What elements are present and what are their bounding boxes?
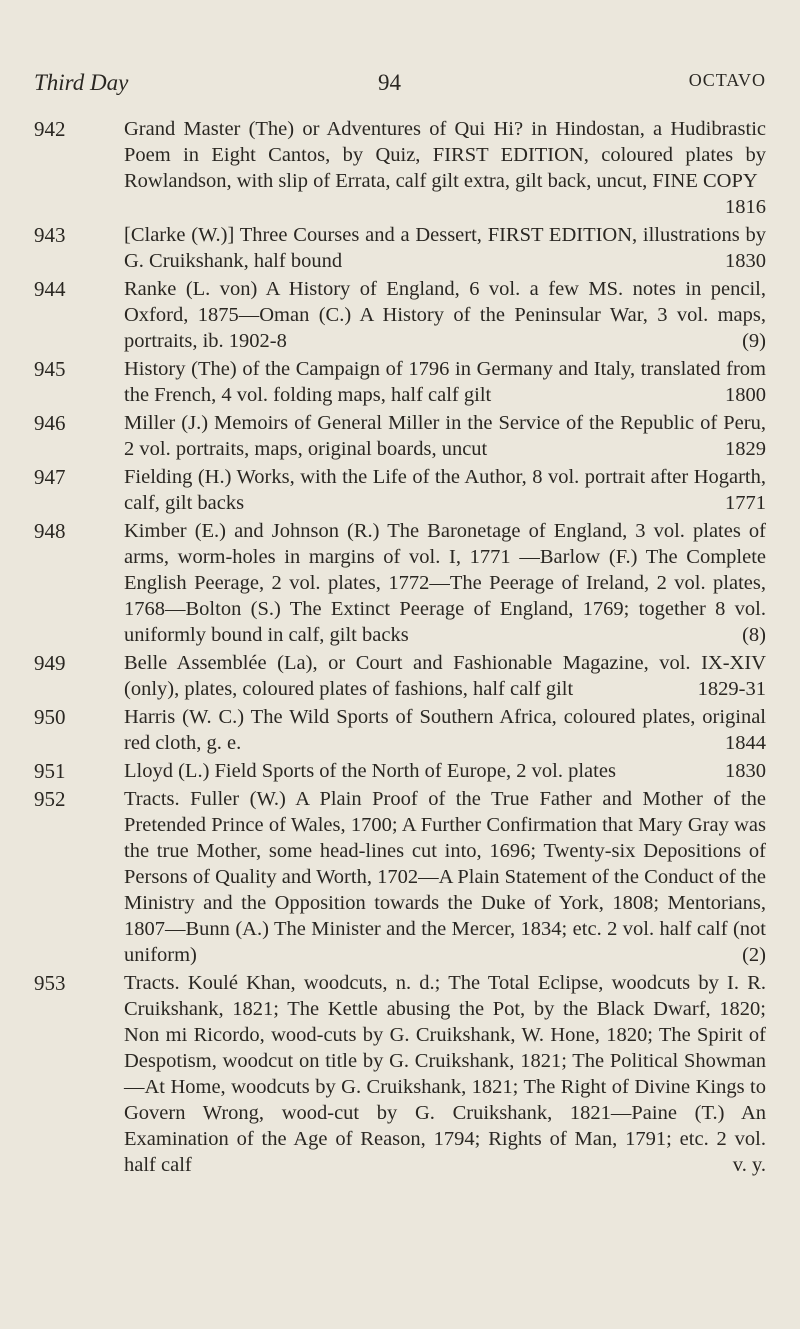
- lot-date: (8): [742, 624, 766, 646]
- lot-text: [Clarke (W.)] Three Courses and a Dessert, FIRST EDITION, illustrations by G. Cruikshank, half bound: [124, 224, 766, 272]
- lot-entry: [34, 276, 766, 354]
- lot-number: 942: [34, 117, 66, 141]
- lot-number: 951: [34, 759, 66, 783]
- lot-date: (9): [742, 330, 766, 352]
- lot-text: Ranke (L. von) A History of England, 6 vol. a few MS. notes in pencil, Oxford, 1875—Oman (C.) A History of the Peninsular War, 3 vol. maps, portraits, ib. 1902-8: [124, 278, 766, 352]
- lot-number: 945: [34, 357, 66, 381]
- lot-number: 948: [34, 519, 66, 543]
- lot-entry: [34, 518, 766, 648]
- lot-date: 1830: [725, 760, 766, 782]
- lot-date: 1829: [725, 438, 766, 460]
- lot-description: [124, 356, 766, 408]
- lot-description: [124, 464, 766, 516]
- lot-entry: [34, 758, 766, 784]
- lot-entry: [34, 650, 766, 702]
- lot-description: [124, 116, 766, 220]
- lot-entry: [34, 356, 766, 408]
- lot-date: 1800: [725, 384, 766, 406]
- lot-date: 1771: [725, 492, 766, 514]
- lot-entry: [34, 970, 766, 1178]
- lot-text: Lloyd (L.) Field Sports of the North of Europe, 2 vol. plates: [124, 760, 616, 782]
- lot-text: Kimber (E.) and Johnson (R.) The Baronetage of England, 3 vol. plates of arms, worm-holes in margins of vol. I, 1771 —Barlow (F.) The Complete English Peerage, 2 vol. plates, 1772—The Peerage of Ireland, 2 vol. plates, 1768—Bolton (S.) The Extinct Peerage of England, 1769; together 8 vol. uniformly bound in calf, gilt backs: [124, 520, 766, 646]
- lot-text: Harris (W. C.) The Wild Sports of Southern Africa, coloured plates, original red cloth, g. e.: [124, 706, 766, 754]
- header-section: OCTAVO: [688, 70, 766, 90]
- lot-number: 950: [34, 705, 66, 729]
- lot-number: 943: [34, 223, 66, 247]
- lot-entry: [34, 222, 766, 274]
- lot-text: Belle Assemblée (La), or Court and Fashionable Magazine, vol. IX-XIV (only), plates, coloured plates of fashions, half calf gilt: [124, 652, 766, 700]
- lot-description: [124, 410, 766, 462]
- lot-description: [124, 758, 766, 784]
- lot-number: 952: [34, 787, 66, 811]
- lot-text: Tracts. Fuller (W.) A Plain Proof of the True Father and Mother of the Pretended Prince of Wales, 1700; A Further Confirmation that Mary Gray was the true Mother, some head-lines cut into, 1696; Twenty-six Depositions of Persons of Quality and Worth, 1702—A Plain Statement of the Conduct of the Ministry and the Opposition towards the Duke of York, 1808; Mentorians, 1807—Bunn (A.) The Minister and the Mercer, 1834; etc. 2 vol. half calf (not uniform): [124, 788, 766, 966]
- lot-number: 947: [34, 465, 66, 489]
- lot-text: Grand Master (The) or Adventures of Qui Hi? in Hindostan, a Hudibrastic Poem in Eight Cantos, by Quiz, FIRST EDITION, coloured plates by Rowlandson, with slip of Errata, calf gilt extra, gilt back, uncut, FINE COPY: [124, 118, 766, 192]
- lot-text: Miller (J.) Memoirs of General Miller in the Service of the Republic of Peru, 2 vol. portraits, maps, original boards, uncut: [124, 412, 766, 460]
- lot-description: [124, 970, 766, 1178]
- lot-text: Tracts. Koulé Khan, woodcuts, n. d.; The Total Eclipse, woodcuts by I. R. Cruikshank, 1821; The Kettle abusing the Pot, by the Black Dwarf, 1820; Non mi Ricordo, wood-cuts by G. Cruikshank, W. Hone, 1820; The Spirit of Despotism, woodcut on title by G. Cruikshank, 1821; The Political Showman—At Home, woodcuts by G. Cruikshank, 1821; The Right of Divine Kings to Govern Wrong, wood-cut by G. Cruikshank, 1821—Paine (T.) An Examination of the Age of Reason, 1794; Rights of Man, 1791; etc. 2 vol. half calf: [124, 972, 766, 1176]
- lot-date: 1830: [725, 250, 766, 272]
- lot-list: [34, 116, 766, 1180]
- lot-date: v. y.: [732, 1154, 766, 1176]
- lot-entry: [34, 410, 766, 462]
- lot-number: 944: [34, 277, 66, 301]
- lot-entry: [34, 704, 766, 756]
- lot-number: 953: [34, 971, 66, 995]
- lot-entry: [34, 464, 766, 516]
- lot-description: [124, 276, 766, 354]
- page-header: [34, 70, 766, 100]
- lot-date: (2): [742, 944, 766, 966]
- lot-text: Fielding (H.) Works, with the Life of the Author, 8 vol. portrait after Hogarth, calf, gilt backs: [124, 466, 766, 514]
- lot-description: [124, 704, 766, 756]
- lot-entry: [34, 786, 766, 968]
- lot-number: 949: [34, 651, 66, 675]
- lot-date: 1844: [725, 732, 766, 754]
- lot-description: [124, 222, 766, 274]
- lot-date: 1829-31: [697, 678, 766, 700]
- lot-entry: [34, 116, 766, 220]
- lot-date: 1816: [725, 196, 766, 218]
- lot-description: [124, 786, 766, 968]
- page-number: 94: [378, 70, 401, 95]
- lot-number: 946: [34, 411, 66, 435]
- lot-description: [124, 518, 766, 648]
- lot-text: History (The) of the Campaign of 1796 in Germany and Italy, translated from the French, 4 vol. folding maps, half calf gilt: [124, 358, 766, 406]
- lot-description: [124, 650, 766, 702]
- header-day: Third Day: [34, 70, 129, 95]
